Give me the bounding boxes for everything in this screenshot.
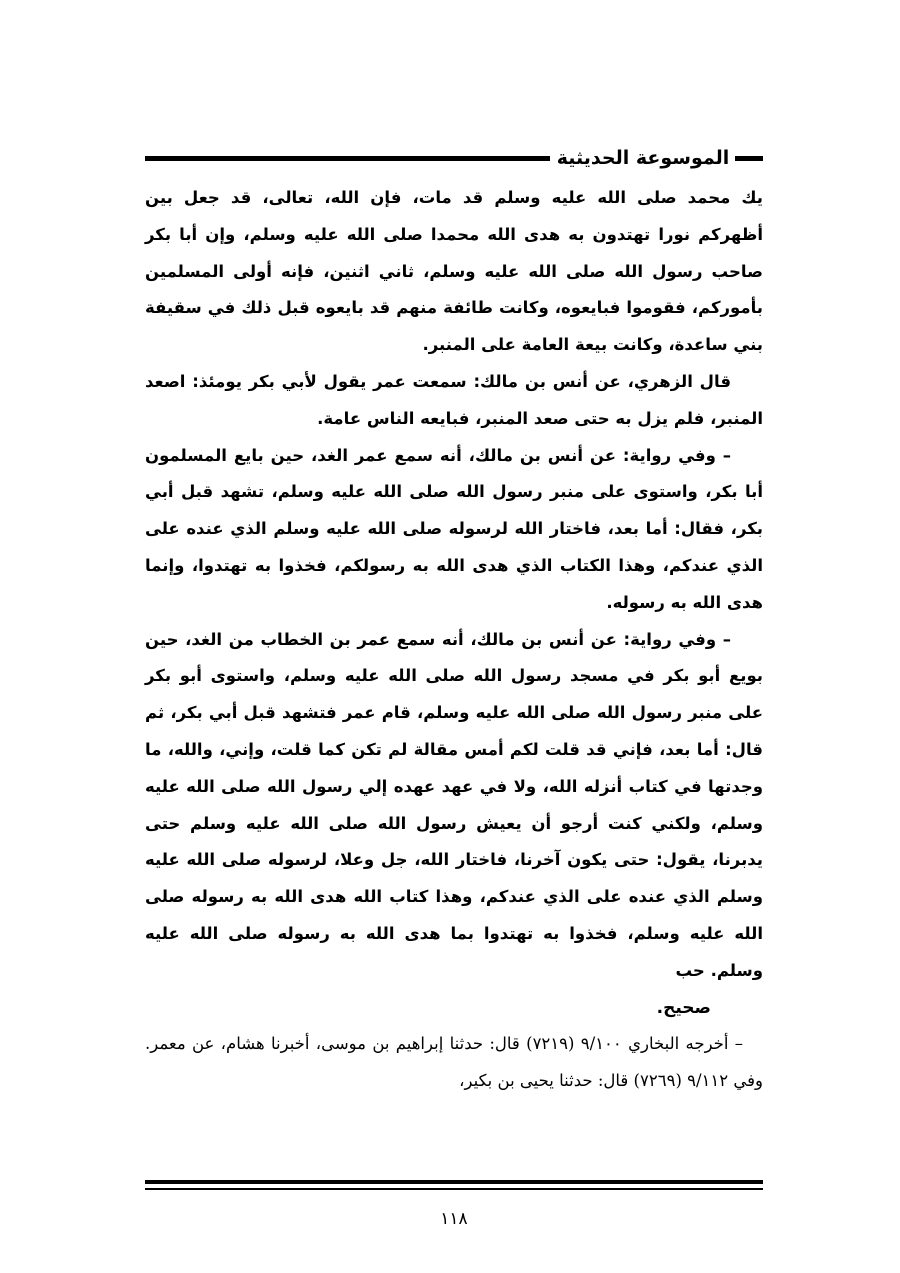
footer-rule-thin [145, 1188, 763, 1190]
paragraph-3: – وفي رواية: عن أنس بن مالك، أنه سمع عمر الغد، حين بايع المسلمون أبا بكر، واستوى على منبر رسول الله صلى الله عليه وسلم، تشهد قبل أبي بكر، فقال: أما بعد، فاختار الله لرسوله صلى الله عليه وسلم الذي عنده على الذي عندكم، وهذا الكتاب الذي هدى الله به رسولكم، فخذوا به تهتدوا، وإنما هدى الله به رسوله. [145, 445, 763, 612]
header-rule-short [735, 156, 763, 161]
paragraph-2: قال الزهري، عن أنس بن مالك: سمعت عمر يقول لأبي بكر يومئذ: اصعد المنبر، فلم يزل به حتى صعد المنبر، فبايعه الناس عامة. [145, 371, 763, 428]
running-header [145, 141, 763, 177]
footnote-text: – أخرجه البخاري ٩/١٠٠ (٧٢١٩) قال: حدثنا إبراهيم بن موسى، أخبرنا هشام، عن معمر. وفي ٩/١١٢ (٧٢٦٩) قال: حدثنا يحيى بن بكير، [145, 1034, 763, 1091]
paragraph-4: – وفي رواية: عن أنس بن مالك، أنه سمع عمر بن الخطاب من الغد، حين بويع أبو بكر في مسجد رسول الله صلى الله عليه وسلم، واستوى أبو بكر على منبر رسول الله صلى الله عليه وسلم، قام عمر فتشهد قبل أبي بكر، ثم قال: أما بعد، فإني قد قلت لكم أمس مقالة لم تكن كما قلت، وإني، والله، ما وجدتها في كتاب أنزله الله، ولا في عهد عهده إلي رسول الله صلى الله عليه وسلم، ولكني كنت أرجو أن يعيش رسول الله صلى الله عليه وسلم حتى يدبرنا، يقول: حتى يكون آخرنا، فاختار الله، جل وعلا، لرسوله صلى الله عليه وسلم الذي عنده على الذي عندكم، وهذا كتاب الله هدى الله به رسوله صلى الله عليه وسلم، فخذوا به تهتدوا بما هدى الله به رسوله صلى الله عليه وسلم. حب [145, 629, 763, 980]
header-title: الموسوعة الحديثية [553, 141, 733, 175]
page-body [145, 180, 763, 1100]
header-rule-long [145, 156, 550, 161]
page-number: ١١٨ [440, 1209, 468, 1229]
footer-rule-thick [145, 1180, 763, 1184]
grading-label: صحيح. [656, 997, 711, 1018]
paragraph-1: يك محمد صلى الله عليه وسلم قد مات، فإن الله، تعالى، قد جعل بين أظهركم نورا تهتدون به هدى الله محمدا صلى الله عليه وسلم، وإن أبا بكر صاحب رسول الله صلى الله عليه وسلم، ثاني اثنين، فإنه أولى المسلمين بأموركم، فقوموا فبايعوه، وكانت طائفة منهم قد بايعوه قبل ذلك في سقيفة بني ساعدة، وكانت بيعة العامة على المنبر. [145, 188, 763, 355]
